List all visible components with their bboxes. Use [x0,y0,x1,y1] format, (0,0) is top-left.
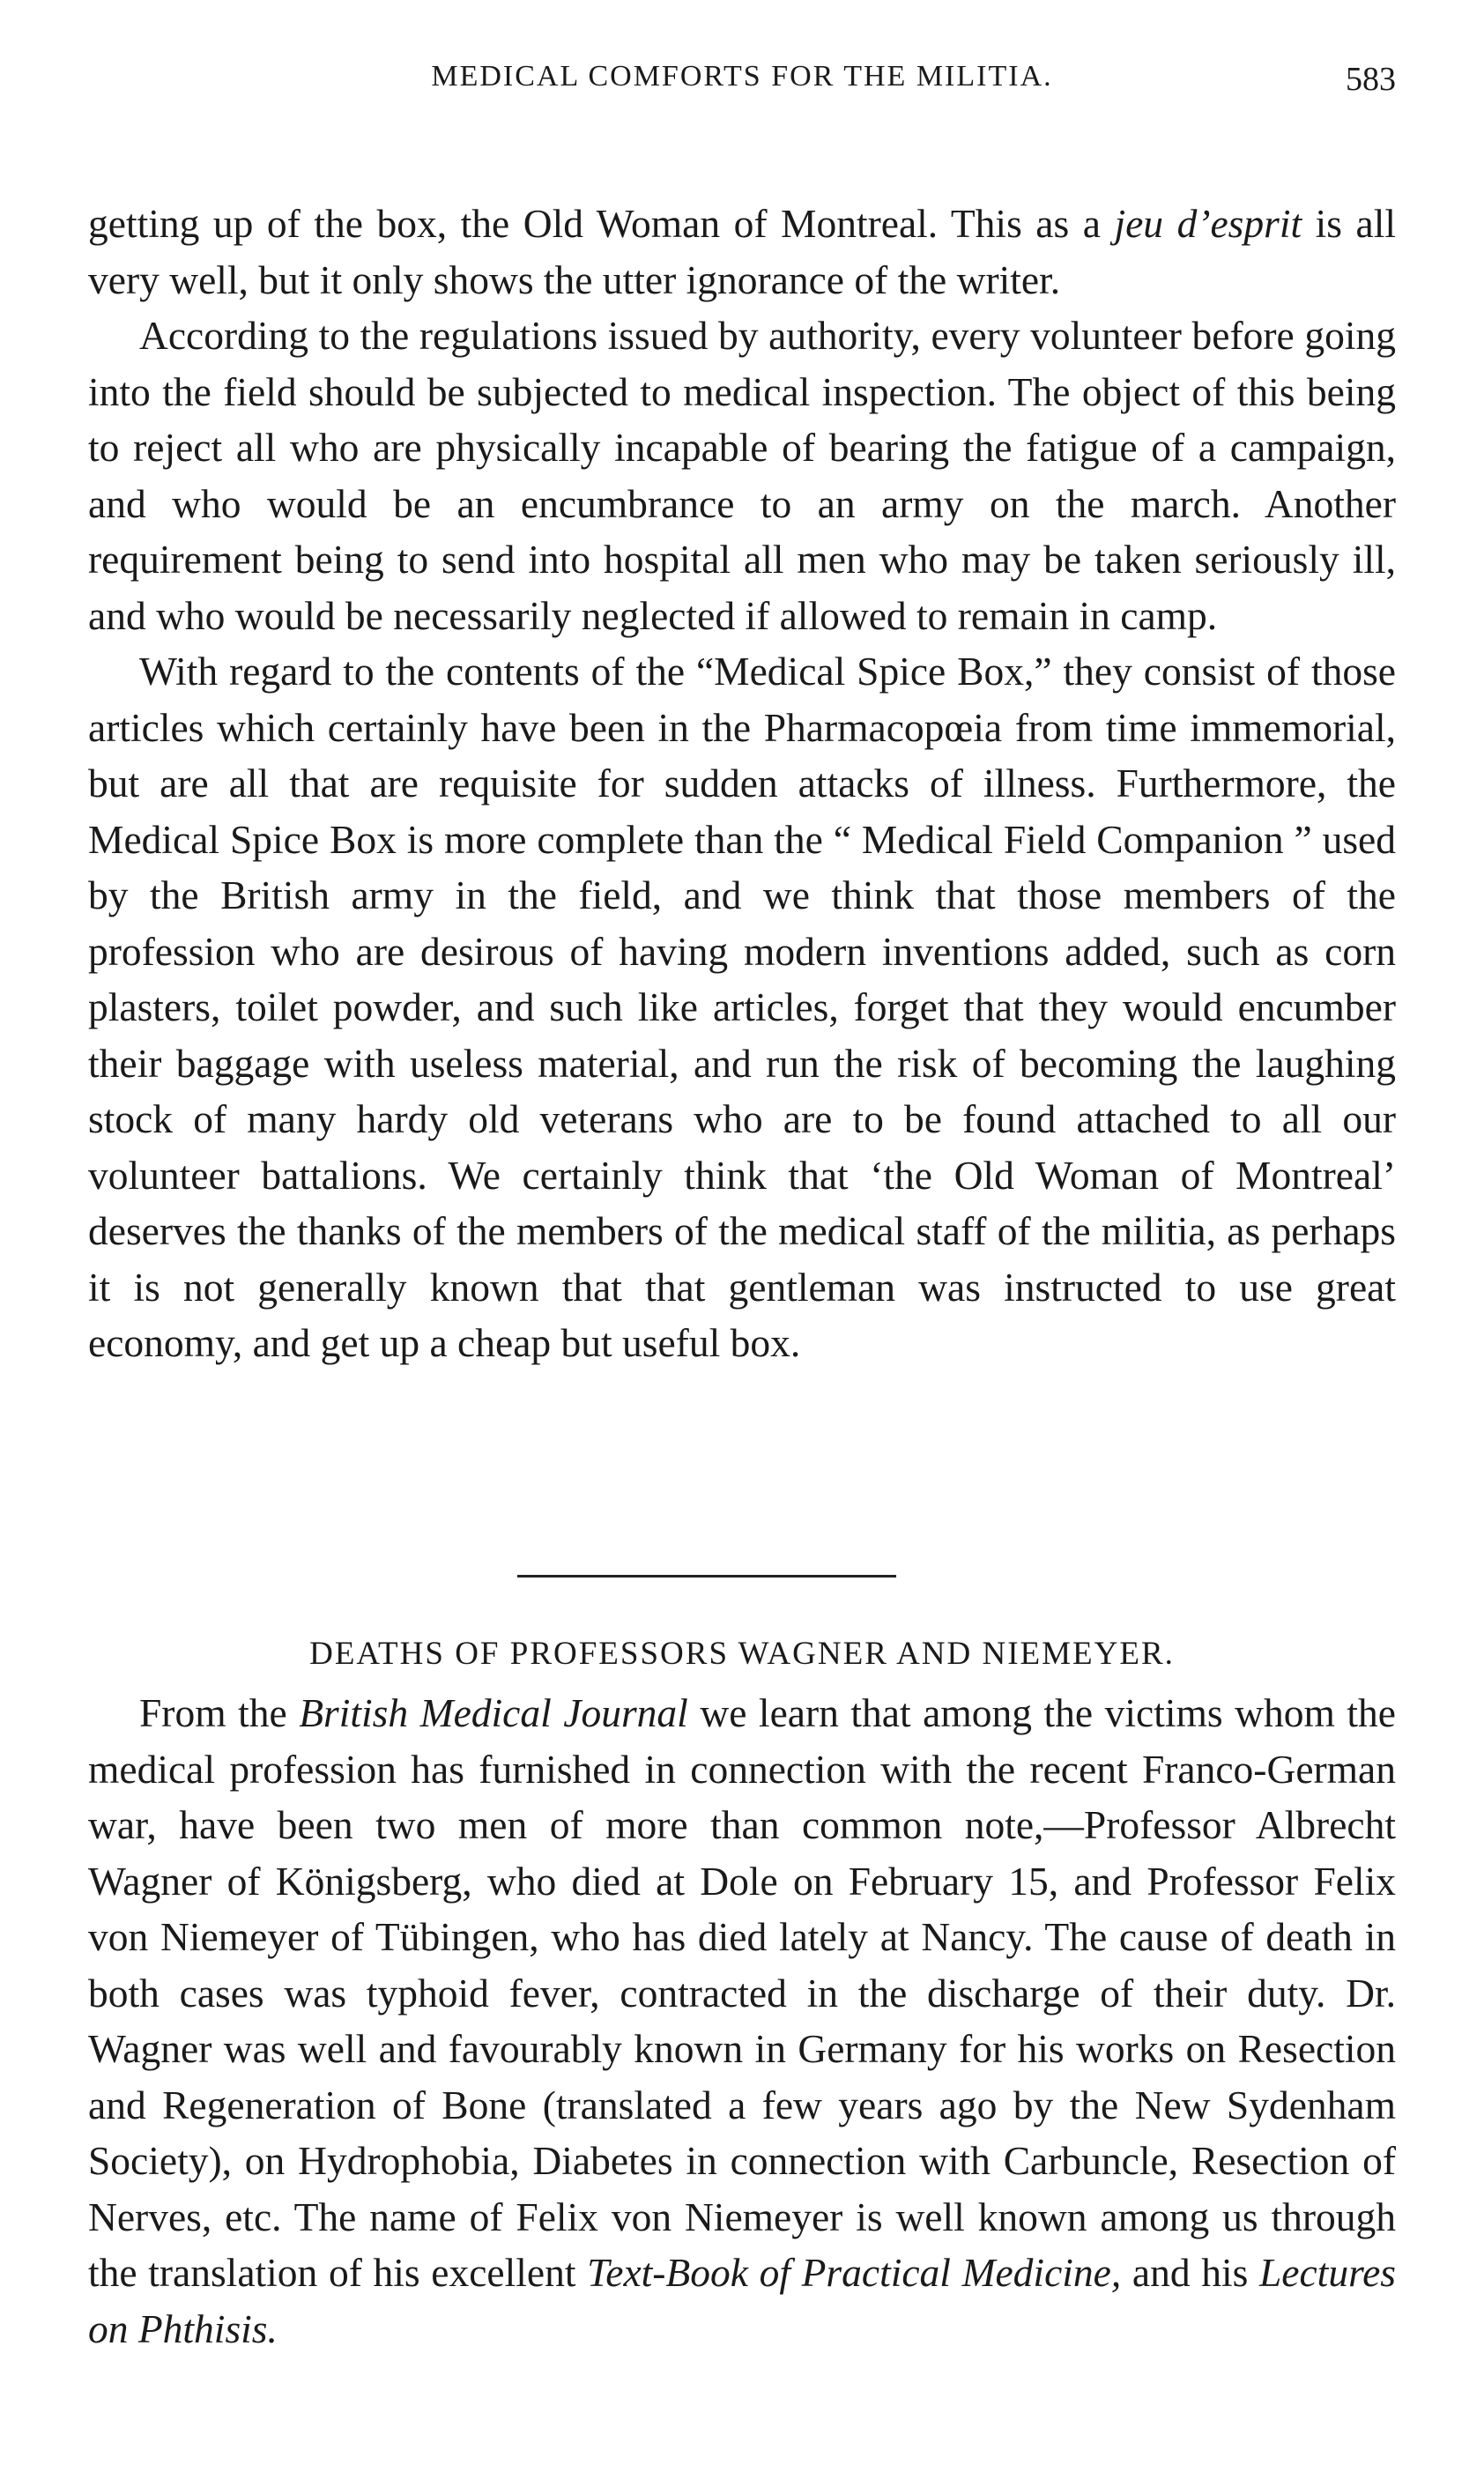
text-run: From the [139,1690,300,1735]
text-run: With regard to the contents of the “Medical Spice Box,” they consist of those articles which certainly have been in the Pharmacopœia from time immemorial, but are all that are requisite for sudden attacks of illness. Furthermore, the Medical Spice Box is more complete than the “ Medical Field Companion ” used by the British army in the field, and we think that those members of the profession who are desirous of having modern inventions added, such as corn plasters, toilet powder, and such like articles, forget that they would encumber their baggage with useless material, and run the risk of becoming the laughing stock of many hardy old veterans who are to be found attached to all our volunteer battalions. We certainly think that ‘the Old Woman of Montreal’ deserves the thanks of the members of the medical staff of the militia, as perhaps it is not generally known that that gentleman was instructed to use great economy, and get up a cheap but useful box. [88,649,1396,1365]
paragraph [88,1685,1396,2357]
text-run: we learn that among the victims whom the medical profession has furnished in connection with the recent Franco-German war, have been two men of more than common note,—Professor Albrecht Wagner of Königsberg, who died at Dole on February 15, and Professor Felix von Niemeyer of Tübingen, who has died lately at Nancy. The cause of death in both cases was typhoid fever, contracted in the discharge of their duty. Dr. Wagner was well and favourably known in Germany for his works on Resection and Regeneration of Bone (translated a few years ago by the New Sydenham Society), on Hydrophobia, Diabetes in connection with Carbuncle, Resection of Nerves, etc. The name of Felix von Niemeyer is well known among us through the translation of his excellent [88,1690,1396,2295]
text-run: According to the regulations issued by authority, every volunteer before going into the field should be subjected to medical inspection. The object of this being to reject all who are physically incapable of bearing the fatigue of a campaign, and who would be an encumbrance to an army on the march. Another requirement being to send into hospital all men who may be taken seriously ill, and who would be necessarily neglected if allowed to remain in camp. [88,313,1396,638]
article-body-medical-comforts [88,196,1396,1371]
paragraph [88,196,1396,308]
running-head [88,60,1396,113]
text-run: is all very well, but it only shows the utter ignorance of the writer. [88,201,1396,302]
running-title: MEDICAL COMFORTS FOR THE MILITIA. [431,60,1053,93]
page-number: 583 [1346,61,1396,98]
article-body-deaths-of-professors [88,1685,1396,2357]
italic-text-run: Text-Book of Practical Medicine, [587,2250,1122,2295]
italic-text-run: British Medical Journal [299,1690,688,1735]
italic-text-run: Lectures on Phthisis. [88,2250,1396,2351]
text-run: getting up of the box, the Old Woman of Montreal. This as a [88,201,1115,246]
paragraph [88,643,1396,1371]
section-divider [517,1575,896,1578]
italic-text-run: jeu d’esprit [1114,201,1302,246]
text-run: and his [1121,2250,1259,2295]
section-heading: DEATHS OF PROFESSORS WAGNER AND NIEMEYER. [309,1636,1175,1672]
paragraph [88,308,1396,643]
